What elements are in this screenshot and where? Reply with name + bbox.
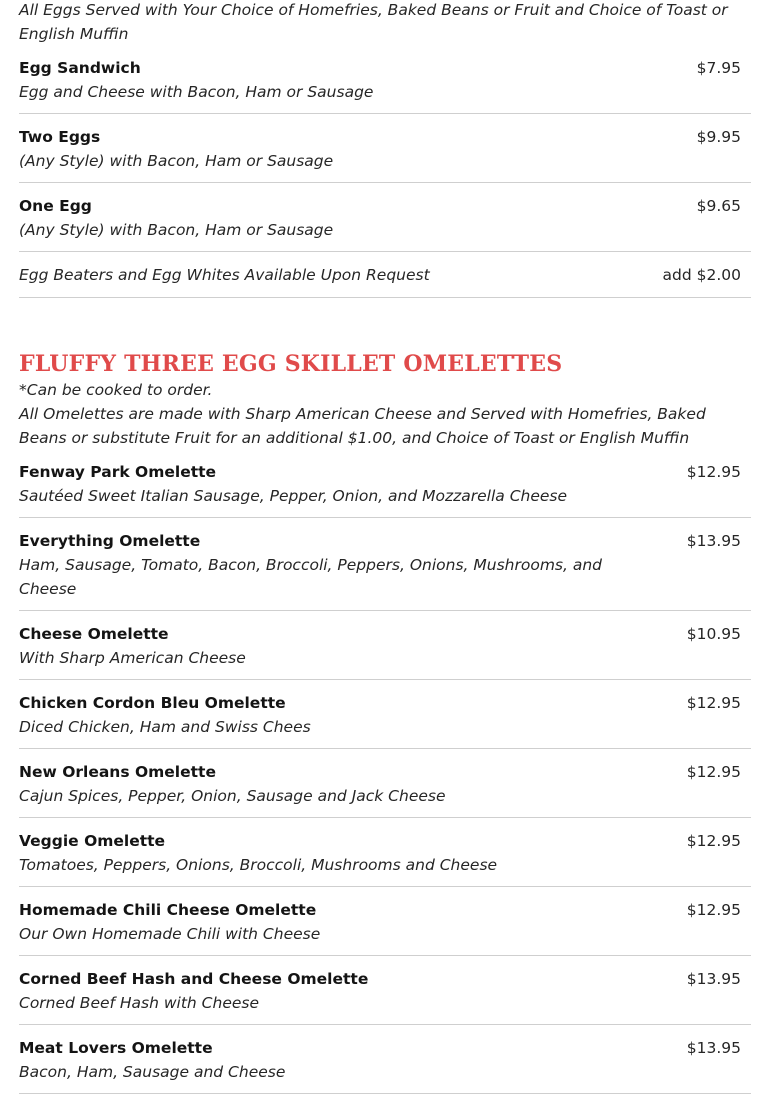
item-name: Chicken Cordon Bleu Omelette xyxy=(19,694,286,712)
menu-item xyxy=(19,611,751,680)
item-description: Tomatoes, Peppers, Onions, Broccoli, Mushrooms and Cheese xyxy=(19,856,498,874)
item-name: Veggie Omelette xyxy=(19,832,166,850)
omelettes-item-list xyxy=(19,450,751,1094)
item-name: Cheese Omelette xyxy=(19,625,169,643)
item-description: Ham, Sausage, Tomato, Bacon, Broccoli, Peppers, Onions, Mushrooms, and Cheese xyxy=(19,556,603,598)
menu-item xyxy=(19,749,751,818)
item-name: Corned Beef Hash and Cheese Omelette xyxy=(19,970,369,988)
item-name: Everything Omelette xyxy=(19,532,201,550)
item-name: New Orleans Omelette xyxy=(19,763,216,781)
item-name: One Egg xyxy=(19,197,92,215)
item-price: $12.95 xyxy=(686,763,741,781)
item-price: $12.95 xyxy=(686,694,741,712)
menu-item xyxy=(19,46,751,114)
item-name: Meat Lovers Omelette xyxy=(19,1039,213,1057)
item-price: $9.65 xyxy=(696,197,741,215)
menu-item xyxy=(19,956,751,1025)
item-description: Sautéed Sweet Italian Sausage, Pepper, Onion, and Mozzarella Cheese xyxy=(19,487,568,505)
item-price: $12.95 xyxy=(686,463,741,481)
item-description: With Sharp American Cheese xyxy=(19,649,246,667)
item-price: $9.95 xyxy=(696,128,741,146)
menu-item xyxy=(19,518,751,611)
section-title-omelettes: FLUFFY THREE EGG SKILLET OMELETTES xyxy=(19,351,563,377)
item-price: $12.95 xyxy=(686,901,741,919)
item-price: $13.95 xyxy=(686,970,741,988)
item-price: $13.95 xyxy=(686,532,741,550)
item-description: Our Own Homemade Chili with Cheese xyxy=(19,925,321,943)
note-price: add $2.00 xyxy=(662,266,741,284)
item-name: Two Eggs xyxy=(19,128,101,146)
menu-item xyxy=(19,680,751,749)
omelettes-intro: All Omelettes are made with Sharp American Cheese and Served with Homefries, Baked Beans or substitute Fruit for an additional $1.00, and Choice of Toast or English Muffin xyxy=(19,405,706,447)
item-description: (Any Style) with Bacon, Ham or Sausage xyxy=(19,221,334,239)
menu-page xyxy=(19,0,751,1094)
item-price: $7.95 xyxy=(696,59,741,77)
menu-item xyxy=(19,1025,751,1094)
item-name: Fenway Park Omelette xyxy=(19,463,217,481)
item-price: $10.95 xyxy=(686,625,741,643)
item-description: Bacon, Ham, Sausage and Cheese xyxy=(19,1063,286,1081)
eggs-intro: All Eggs Served with Your Choice of Homefries, Baked Beans or Fruit and Choice of Toast or English Muffin xyxy=(19,1,728,43)
menu-item xyxy=(19,887,751,956)
item-price: $12.95 xyxy=(686,832,741,850)
item-price: $13.95 xyxy=(686,1039,741,1057)
menu-item xyxy=(19,450,751,518)
menu-item xyxy=(19,114,751,183)
menu-item xyxy=(19,818,751,887)
note-text: Egg Beaters and Egg Whites Available Upon Request xyxy=(19,266,430,284)
item-name: Egg Sandwich xyxy=(19,59,141,77)
item-description: Cajun Spices, Pepper, Onion, Sausage and Jack Cheese xyxy=(19,787,446,805)
item-description: Corned Beef Hash with Cheese xyxy=(19,994,260,1012)
eggs-item-list xyxy=(19,46,751,298)
egg-substitute-note xyxy=(19,252,751,298)
item-description: (Any Style) with Bacon, Ham or Sausage xyxy=(19,152,334,170)
item-description: Diced Chicken, Ham and Swiss Chees xyxy=(19,718,311,736)
omelettes-cook-note: *Can be cooked to order. xyxy=(19,381,213,399)
item-description: Egg and Cheese with Bacon, Ham or Sausage xyxy=(19,83,374,101)
menu-item xyxy=(19,183,751,252)
item-name: Homemade Chili Cheese Omelette xyxy=(19,901,317,919)
